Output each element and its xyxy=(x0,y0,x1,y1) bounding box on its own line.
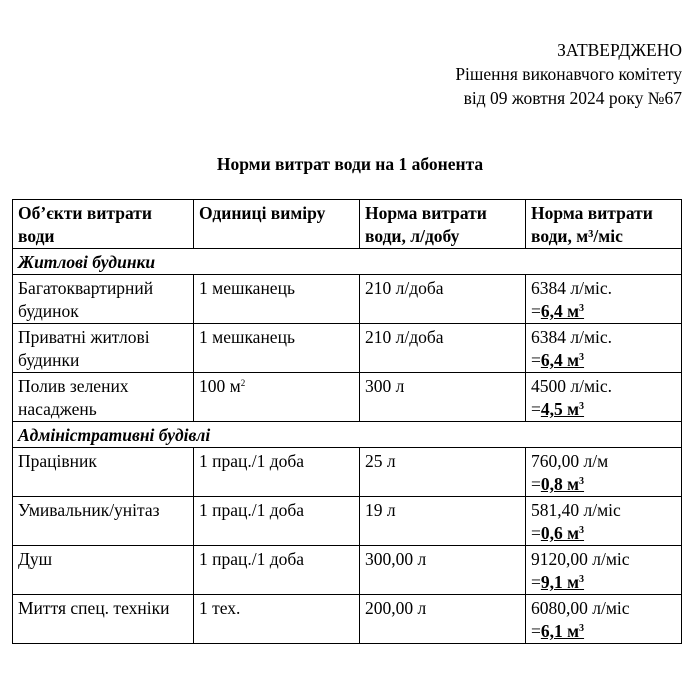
table-row xyxy=(13,448,682,497)
monthly-liters: 6080,00 л/міс xyxy=(531,598,630,618)
monthly-cubic-meters: =9,1 $м^3$ xyxy=(531,572,585,592)
cell-daily-norm: 200,00 л xyxy=(360,595,526,644)
monthly-m3-superscript: 3 xyxy=(579,623,585,634)
monthly-m3-superscript: 3 xyxy=(579,574,585,585)
approval-date: від 09 жовтня 2024 року №67 xyxy=(463,88,682,108)
cell-object: Умивальник/унітаз xyxy=(13,497,194,546)
unit-text: 1 прац./1 доба xyxy=(199,549,305,569)
cell-monthly-norm xyxy=(526,373,682,422)
unit-text: 100 м xyxy=(199,376,241,396)
monthly-m3-value xyxy=(541,399,584,419)
monthly-cubic-meters: =0,6 $м^3$ xyxy=(531,523,585,543)
section-title: Житлові будинки xyxy=(13,249,682,275)
monthly-m3-value xyxy=(541,523,584,543)
cell-object: Приватні житлові будинки xyxy=(13,324,194,373)
cell-daily-norm: 210 л/доба xyxy=(360,275,526,324)
approval-block xyxy=(455,38,682,110)
header-daily-norm: Норма витрати води, л/добу xyxy=(360,200,526,249)
unit-superscript: 2 xyxy=(240,378,246,388)
unit-text: 1 мешканець xyxy=(199,327,295,347)
monthly-cubic-meters: =4,5 $м^3$ xyxy=(531,399,585,419)
cell-unit xyxy=(194,373,360,422)
table-row xyxy=(13,546,682,595)
cell-daily-norm: 210 л/доба xyxy=(360,324,526,373)
cell-object: Душ xyxy=(13,546,194,595)
section-title: Адміністративні будівлі xyxy=(13,422,682,448)
table-row xyxy=(13,275,682,324)
monthly-m3-text: 9,1 м xyxy=(540,572,580,592)
monthly-m3-value xyxy=(541,621,584,641)
cell-object: Миття спец. техніки xyxy=(13,595,194,644)
monthly-cubic-meters: =6,1 $м^3$ xyxy=(531,621,585,641)
monthly-m3-text: 0,6 м xyxy=(540,523,580,543)
table-row xyxy=(13,324,682,373)
monthly-liters: 581,40 л/міс xyxy=(531,500,621,520)
header-units: Одиниці виміру xyxy=(194,200,360,249)
cell-unit xyxy=(194,324,360,373)
monthly-m3-text: 4,5 м xyxy=(540,399,580,419)
monthly-cubic-meters: =6,4 $м^3$ xyxy=(531,350,585,370)
cell-monthly-norm xyxy=(526,324,682,373)
cell-unit xyxy=(194,546,360,595)
table-body xyxy=(13,249,682,644)
monthly-m3-value xyxy=(541,474,584,494)
table-row xyxy=(13,373,682,422)
unit-text: 1 прац./1 доба xyxy=(199,500,305,520)
cell-monthly-norm xyxy=(526,275,682,324)
cell-unit xyxy=(194,275,360,324)
monthly-m3-superscript: 3 xyxy=(579,401,585,412)
monthly-m3-superscript: 3 xyxy=(579,352,585,363)
monthly-liters: 6384 л/міс. xyxy=(531,278,613,298)
cell-daily-norm: 25 л xyxy=(360,448,526,497)
table-header-row xyxy=(13,200,682,249)
unit-text: 1 мешканець xyxy=(199,278,295,298)
monthly-m3-text: 6,4 м xyxy=(540,301,580,321)
monthly-m3-text: 0,8 м xyxy=(540,474,580,494)
section-row xyxy=(13,422,682,448)
monthly-liters: 9120,00 л/міс xyxy=(531,549,630,569)
cell-unit xyxy=(194,595,360,644)
cell-monthly-norm xyxy=(526,595,682,644)
header-objects: Об’єкти витрати води xyxy=(13,200,194,249)
cell-object: Багатоквартирний будинок xyxy=(13,275,194,324)
monthly-m3-value xyxy=(541,572,584,592)
unit-text: 1 прац./1 доба xyxy=(199,451,305,471)
header-monthly-norm: Норма витрати води, м³/міс xyxy=(526,200,682,249)
table-row xyxy=(13,595,682,644)
monthly-cubic-meters: =6,4 $м^3$ xyxy=(531,301,585,321)
monthly-m3-superscript: 3 xyxy=(579,303,585,314)
table-row xyxy=(13,497,682,546)
section-row xyxy=(13,249,682,275)
cell-unit xyxy=(194,497,360,546)
document-title: Норми витрат води на 1 абонента xyxy=(216,154,484,174)
monthly-m3-value xyxy=(541,301,584,321)
monthly-liters: 6384 л/міс. xyxy=(531,327,613,347)
monthly-m3-text: 6,1 м xyxy=(540,621,580,641)
monthly-m3-superscript: 3 xyxy=(579,525,585,536)
unit-text: 1 тех. xyxy=(199,598,241,618)
cell-monthly-norm xyxy=(526,497,682,546)
approval-decision: Рішення виконавчого комітету xyxy=(455,64,682,84)
monthly-m3-value xyxy=(541,350,584,370)
cell-monthly-norm xyxy=(526,546,682,595)
monthly-liters: 4500 л/міс. xyxy=(531,376,613,396)
cell-object: Працівник xyxy=(13,448,194,497)
monthly-m3-text: 6,4 м xyxy=(540,350,580,370)
monthly-cubic-meters: =0,8 $м^3$ xyxy=(531,474,585,494)
cell-daily-norm: 300,00 л xyxy=(360,546,526,595)
approval-heading: ЗАТВЕРДЖЕНО xyxy=(557,40,682,60)
cell-monthly-norm xyxy=(526,448,682,497)
cell-daily-norm: 300 л xyxy=(360,373,526,422)
cell-object: Полив зелених насаджень xyxy=(13,373,194,422)
cell-daily-norm: 19 л xyxy=(360,497,526,546)
water-norms-table xyxy=(12,199,682,644)
monthly-liters: 760,00 л/м xyxy=(531,451,609,471)
monthly-m3-superscript: 3 xyxy=(579,476,585,487)
cell-unit xyxy=(194,448,360,497)
